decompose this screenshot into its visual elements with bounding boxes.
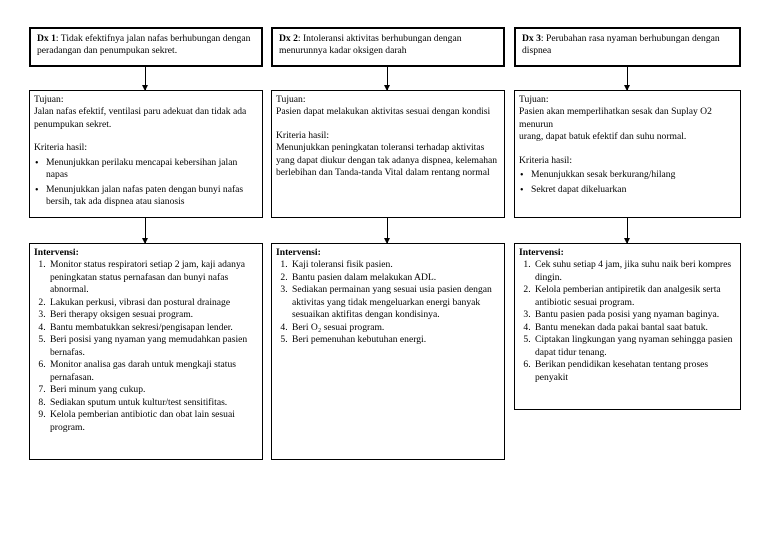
kriteria1-list <box>34 157 258 209</box>
tujuan3-label: Tujuan: <box>519 94 549 105</box>
kriteria2-text: Menunjukkan peningkatan toleransi terhadap aktivitas yang dapat diukur dengan tak adanya dispnea, kelemahan berlebihan dan Tanda-tanda Vital dalam rentang normal <box>276 142 498 179</box>
intervensi3-label: Intervensi: <box>519 247 564 258</box>
arrow-tujuan1-intervensi <box>145 218 146 243</box>
tujuan3-line: urang, dapat batuk efektif dan suhu normal. <box>519 131 687 143</box>
tujuan2-box <box>271 90 505 218</box>
kriteria3-list <box>519 169 736 196</box>
kriteria1-label: Kriteria hasil: <box>34 142 88 154</box>
kriteria1-item: • Menunjukkan jalan nafas paten dengan bunyi nafas bersih, tak ada dispnea atau sianosis <box>46 184 258 209</box>
intervensi3-item: 6. Berikan pendidikan kesehatan tentang proses penyakit <box>533 359 736 384</box>
intervensi1-item: 7. Beri minum yang cukup. <box>48 384 258 396</box>
dx2-label: Dx 2 <box>279 33 298 44</box>
dx1-text: : Tidak efektifnya jalan nafas berhubungan dengan peradangan dan penumpukan sekret. <box>37 33 251 57</box>
intervensi1-item: 9. Kelola pemberian antibiotic dan obat lain sesuai program. <box>48 409 258 434</box>
dx3-label: Dx 3 <box>522 33 541 44</box>
intervensi3-item: 3. Bantu pasien pada posisi yang nyaman baginya. <box>533 309 736 321</box>
tujuan3-line: Pasien akan memperlihatkan sesak dan Suplay O2 menurun <box>519 106 712 130</box>
tujuan1-label: Tujuan: <box>34 94 64 105</box>
kriteria1-item: • Menunjukkan perilaku mencapai kebersihan jalan napas <box>46 157 258 182</box>
intervensi1-label: Intervensi: <box>34 247 79 258</box>
dx3-text: : Perubahan rasa nyaman berhubungan dengan dispnea <box>522 33 720 57</box>
intervensi3-item: 5. Ciptakan lingkungan yang nyaman sehingga pasien dapat tidur tenang. <box>533 334 736 359</box>
kriteria3-item: • Menunjukkan sesak berkurang/hilang <box>531 169 736 181</box>
intervensi2-item: 5. Beri pemenuhan kebutuhan energi. <box>290 334 500 346</box>
intervensi3-item: 2. Kelola pemberian antipiretik dan analgesik serta antibiotic sesuai program. <box>533 284 736 309</box>
intervensi1-item: 2. Lakukan perkusi, vibrasi dan postural drainage <box>48 297 258 309</box>
dx2-box <box>271 27 505 67</box>
intervensi1-list <box>34 259 258 434</box>
dx2-text: : Intoleransi aktivitas berhubungan dengan menurunnya kadar oksigen darah <box>279 33 462 57</box>
intervensi2-box <box>271 243 505 460</box>
tujuan2-text: Pasien dapat melakukan aktivitas sesuai dengan kondisi <box>276 106 491 118</box>
kriteria3-item: • Sekret dapat dikeluarkan <box>531 184 736 196</box>
intervensi2-item: 2. Bantu pasien dalam melakukan ADL. <box>290 272 500 284</box>
intervensi2-label: Intervensi: <box>276 247 321 258</box>
dx3-box <box>514 27 741 67</box>
intervensi1-item: 4. Bantu membatukkan sekresi/pengisapan lender. <box>48 322 258 334</box>
intervensi2-item: 1. Kaji toleransi fisik pasien. <box>290 259 500 271</box>
intervensi1-item: 1. Monitor status respiratori setiap 2 jam, kaji adanya peningkatan status pernafasan dan bunyi nafas abnormal. <box>48 259 258 296</box>
kriteria3-label: Kriteria hasil: <box>519 154 573 166</box>
tujuan1-text: Jalan nafas efektif, ventilasi paru adekuat dan tidak ada penumpukan sekret. <box>34 106 247 130</box>
arrow-tujuan2-intervensi <box>387 218 388 243</box>
dx1-label: Dx 1 <box>37 33 56 44</box>
intervensi2-list <box>276 259 500 346</box>
intervensi3-item: 4. Bantu menekan dada pakai bantal saat batuk. <box>533 322 736 334</box>
dx1-box <box>29 27 263 67</box>
intervensi2-item: 3. Sediakan permainan yang sesuai usia pasien dengan aktivitas yang tidak mengeluarkan energi banyak sesuaikan aktifitas dengan kondisinya. <box>290 284 500 321</box>
tujuan3-box <box>514 90 741 218</box>
intervensi3-list <box>519 259 736 384</box>
intervensi3-item: 1. Cek suhu setiap 4 jam, jika suhu naik beri kompres dingin. <box>533 259 736 284</box>
arrow-dx3-tujuan <box>627 67 628 90</box>
arrow-dx1-tujuan <box>145 67 146 90</box>
arrow-tujuan3-intervensi <box>627 218 628 243</box>
intervensi1-item: 5. Beri posisi yang nyaman yang memudahkan pasien bernafas. <box>48 334 258 359</box>
intervensi1-item: 6. Monitor analisa gas darah untuk mengkaji status pernafasan. <box>48 359 258 384</box>
intervensi2-item: 4. Beri O₂ sesuai program. <box>290 322 500 334</box>
intervensi1-item: 8. Sediakan sputum untuk kultur/test sensitifitas. <box>48 397 258 409</box>
tujuan1-box <box>29 90 263 218</box>
kriteria2-label: Kriteria hasil: <box>276 129 330 141</box>
arrow-dx2-tujuan <box>387 67 388 90</box>
intervensi1-box <box>29 243 263 460</box>
intervensi3-box <box>514 243 741 410</box>
intervensi1-item: 3. Beri therapy oksigen sesuai program. <box>48 309 258 321</box>
tujuan2-label: Tujuan: <box>276 94 306 105</box>
